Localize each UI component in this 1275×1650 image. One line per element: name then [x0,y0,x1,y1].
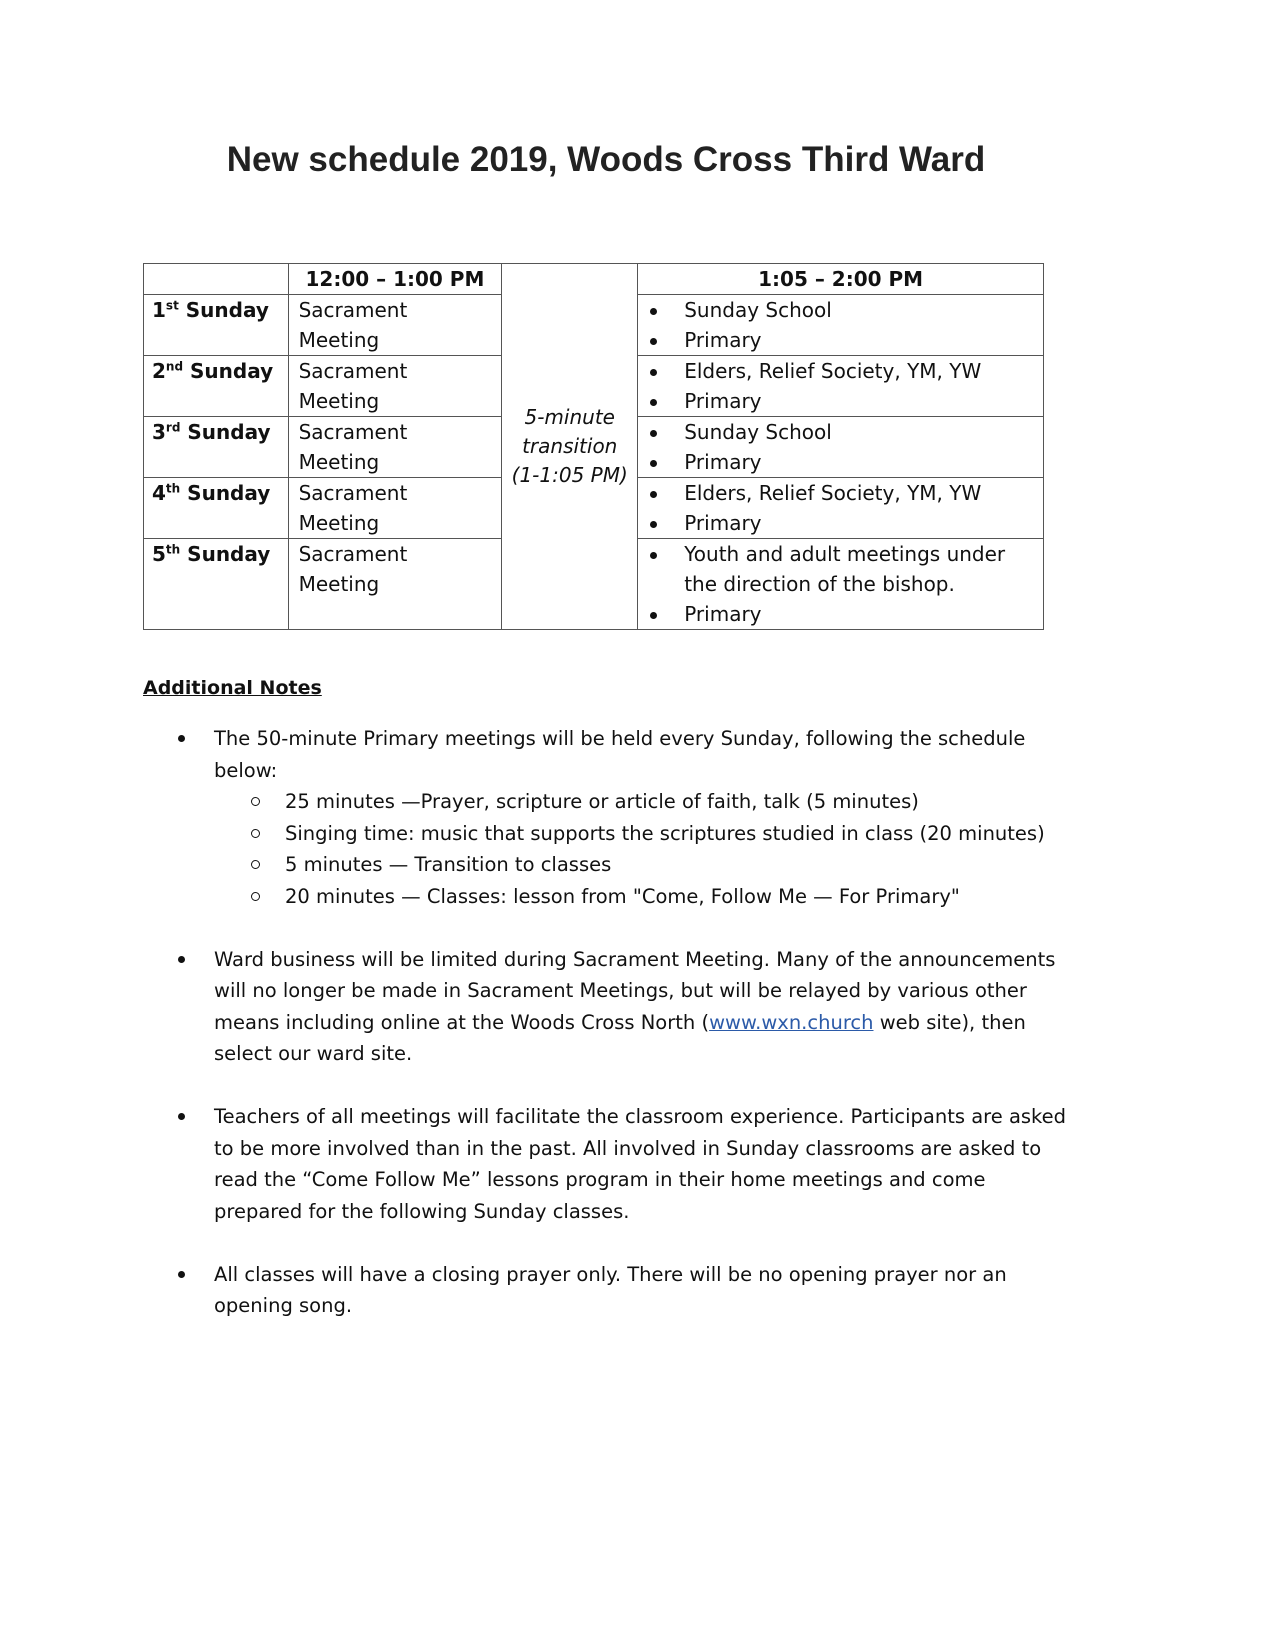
first-block-cell: Sacrament Meeting [288,539,502,630]
list-item: Sunday School [646,417,1035,447]
bullet-icon [178,1271,185,1278]
list-item: Elders, Relief Society, YM, YW [646,478,1035,508]
second-block-cell [638,539,1044,630]
list-item: Elders, Relief Society, YM, YW [646,356,1035,386]
sub-item-text: 20 minutes — Classes: lesson from "Come, Follow Me — For Primary" [285,884,960,908]
second-block-cell [638,356,1044,417]
circle-bullet-icon [251,860,260,869]
header-second-block: 1:05 – 2:00 PM [638,264,1044,295]
first-block-cell: Sacrament Meeting [288,295,502,356]
list-item: Primary [646,447,1035,477]
day-word: Sunday [187,542,271,566]
day-cell [144,295,289,356]
list-item: Primary [646,325,1035,355]
day-suffix: th [165,542,181,557]
notes-heading: Additional Notes [143,677,322,699]
header-day [144,264,289,295]
sub-item-text: Singing time: music that supports the scriptures studied in class (20 minutes) [285,821,1045,845]
sub-item-text: 5 minutes — Transition to classes [285,853,612,876]
note-text: The 50-minute Primary meetings will be held every Sunday, following the schedule below: [214,727,1026,782]
list-item: Primary [646,386,1035,416]
list-item: Youth and adult meetings under the direction of the bishop. [646,539,1035,599]
schedule-table [143,263,1044,630]
sub-list-item [214,849,1072,881]
page-title: New schedule 2019, Woods Cross Third Ward [226,140,986,179]
bullet-icon [178,1113,185,1120]
circle-bullet-icon [251,797,260,806]
note-item [172,723,1072,912]
second-block-cell [638,417,1044,478]
transition-line-3: (1-1:05 PM) [511,463,628,487]
first-block-cell: Sacrament Meeting [288,356,502,417]
day-cell [144,539,289,630]
note-text-after-link: web site), then select our ward site. [214,1010,1026,1065]
circle-bullet-icon [251,829,260,838]
day-suffix: nd [165,359,184,374]
sub-list-item [214,881,1072,913]
day-word: Sunday [185,298,269,322]
sub-list-item [214,818,1072,850]
day-number: 4 [152,481,166,505]
day-suffix: rd [165,420,181,435]
list-item: Primary [646,508,1035,538]
second-block-cell [638,478,1044,539]
note-text [214,944,1072,1070]
day-word: Sunday [187,420,271,444]
day-number: 2 [152,359,166,383]
day-number: 3 [152,420,166,444]
day-suffix: st [165,298,179,313]
note-text-before-link: Ward business will be limited during Sacrament Meeting. Many of the announcements will no longer be made in Sacrament Meetings, but will be relayed by various other means including online at the Woods Cross North ( [214,947,1056,1034]
first-block-cell: Sacrament Meeting [288,478,502,539]
day-cell [144,478,289,539]
note-item [172,944,1072,1070]
table-header-row [144,264,1044,295]
list-item: Sunday School [646,295,1035,325]
note-item [172,1101,1072,1227]
bullet-icon [178,956,185,963]
note-item [172,1259,1072,1322]
notes-list [172,723,1072,1353]
primary-schedule-list [214,786,1072,912]
circle-bullet-icon [251,892,260,901]
day-suffix: th [165,481,181,496]
sub-list-item [214,786,1072,818]
header-first-block: 12:00 – 1:00 PM [288,264,502,295]
transition-cell [502,264,638,630]
day-cell [144,356,289,417]
second-block-cell [638,295,1044,356]
first-block-cell: Sacrament Meeting [288,417,502,478]
bullet-icon [178,735,185,742]
website-link[interactable]: www.wxn.church [709,1010,874,1034]
day-number: 1 [152,298,166,322]
note-text: All classes will have a closing prayer only. There will be no opening prayer nor an opening song. [214,1262,1007,1317]
sub-item-text: 25 minutes —Prayer, scripture or article of faith, talk (5 minutes) [285,790,919,813]
day-word: Sunday [190,359,274,383]
transition-line-2: transition [522,434,618,458]
transition-line-1: 5-minute [524,405,615,429]
day-number: 5 [152,542,166,566]
list-item: Primary [646,599,1035,629]
day-cell [144,417,289,478]
note-text: Teachers of all meetings will facilitate the classroom experience. Participants are asked to be more involved than in the past. All involved in Sunday classrooms are asked to read the “Come Follow Me” lessons program in their home meetings and come prepared for the following Sunday classes. [214,1105,1067,1223]
day-word: Sunday [187,481,271,505]
